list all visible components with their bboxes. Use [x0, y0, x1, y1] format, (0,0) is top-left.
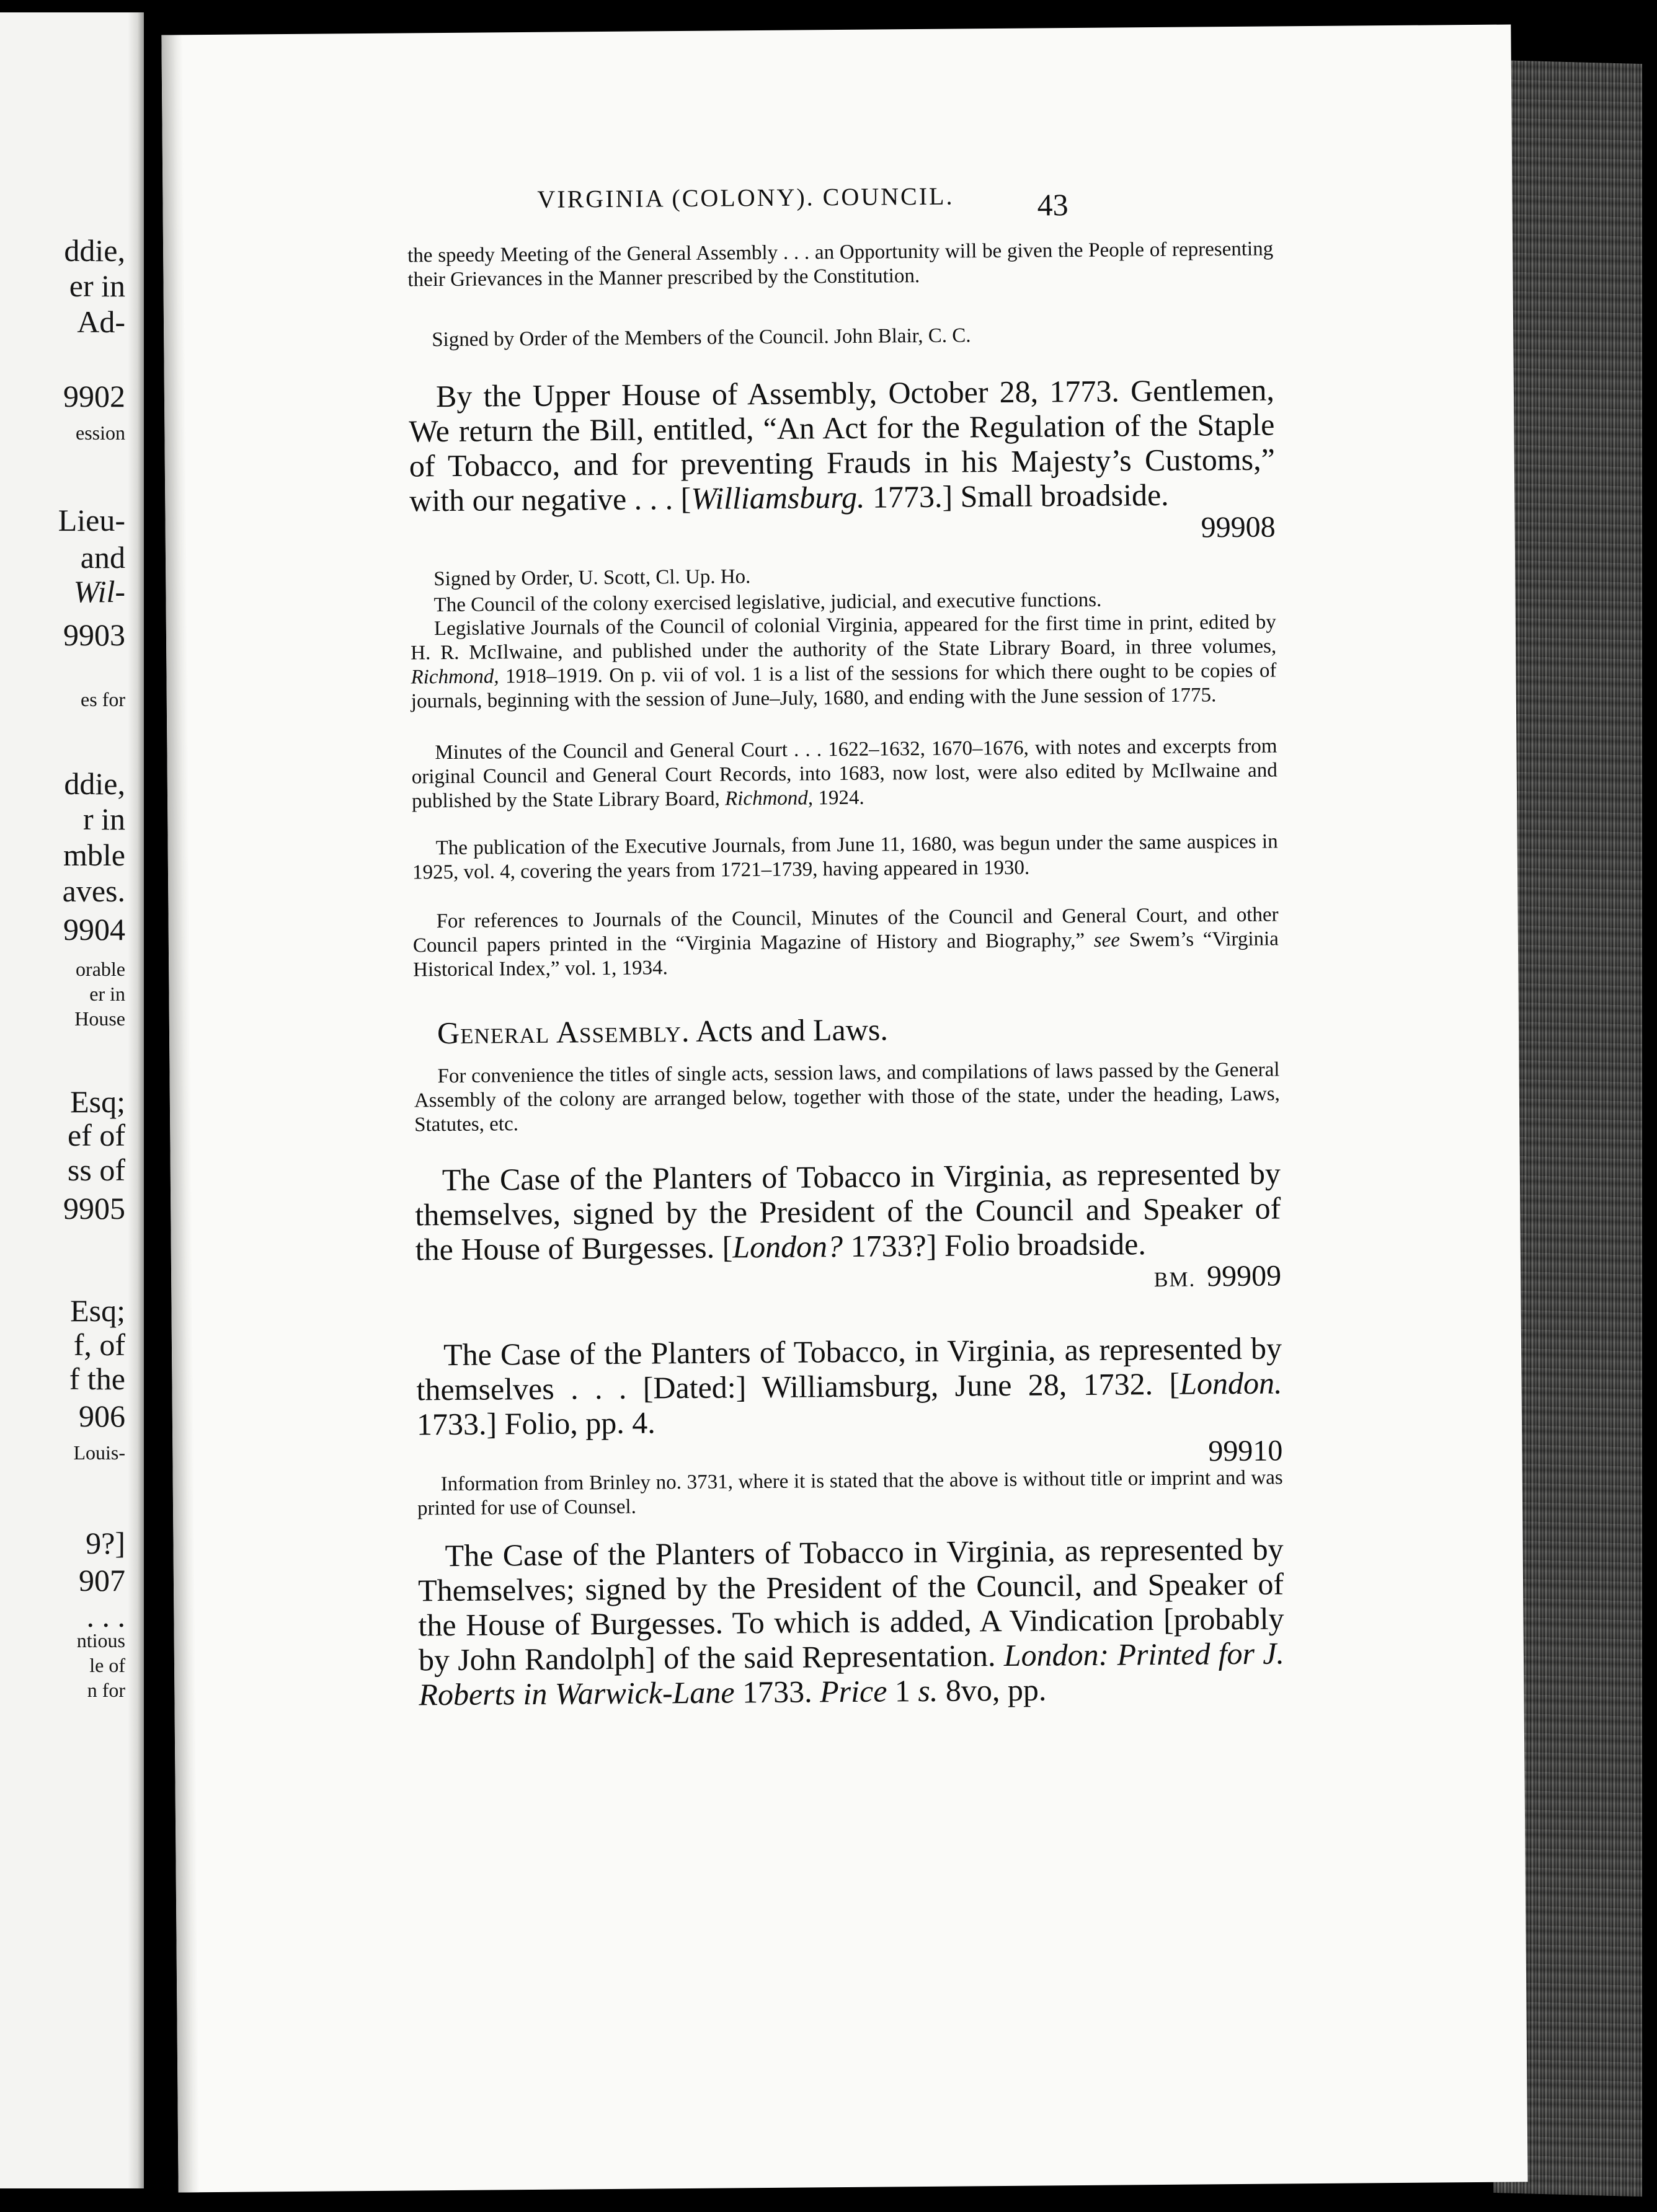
left-page-fragment: ss of	[67, 1152, 125, 1187]
heading-small-caps: General Assembly.	[437, 1013, 690, 1051]
running-head: VIRGINIA (COLONY). COUNCIL.	[537, 182, 954, 213]
left-facing-page	[0, 12, 144, 2188]
left-page-fragment: ddie,	[64, 766, 125, 801]
entry-number-99909	[415, 1260, 1281, 1302]
note-minutes-text-end: 1924.	[812, 786, 864, 810]
note-journals-text: Legislative Journals of the Council of colonial Virginia, appeared for the first time in print, edited by H. R. McIlwaine, and published under the authority of the State Library Board, in three volumes,	[411, 611, 1277, 665]
entry-99908	[409, 373, 1276, 551]
entry-99908-imprint: 1773.] Small broadside.	[864, 477, 1169, 515]
left-page-fragment: ession	[76, 422, 125, 444]
entry-99910-title: The Case of the Planters of Tobacco, in Virginia, as represented by themselves . . . [Dated:] Williamsburg, June 28, 1732. [	[416, 1330, 1282, 1407]
entry-99911-price-label: Price	[819, 1673, 887, 1709]
entry-99909	[415, 1156, 1282, 1302]
section-heading-general-assembly	[437, 1008, 1303, 1051]
left-page-fragment: 9903	[63, 617, 125, 652]
note-journals-place: Richmond,	[411, 665, 499, 689]
page-number: 43	[1037, 187, 1068, 223]
entry-number-99909-value: 99909	[1206, 1259, 1282, 1293]
entry-number-99910: 99910	[1208, 1434, 1283, 1468]
left-page-fragment: Esq;	[70, 1293, 125, 1328]
left-page-fragment: aves.	[62, 874, 125, 908]
left-page-fragment: n for	[87, 1679, 125, 1701]
entry-99910-note: Information from Brinley no. 3731, where it is stated that the above is without title or imprint and was printed for use of Counsel.	[417, 1466, 1283, 1520]
entry-99909-place: London?	[732, 1229, 843, 1265]
note-references-text-end: Swem’s “Virginia Historical Index,” vol. 1, 1934.	[413, 927, 1279, 981]
left-page-fragment: 906	[79, 1399, 125, 1433]
left-page-fragment: and	[80, 540, 125, 575]
left-page-fragment: . . .	[86, 1599, 125, 1634]
entry-99910-place: London.	[1179, 1365, 1282, 1401]
left-page-fragment: 9904	[63, 912, 125, 947]
entry-99911-price-value: 1	[887, 1673, 918, 1709]
heading-subtitle: Acts and Laws.	[690, 1012, 889, 1048]
entry-99909-title: The Case of the Planters of Tobacco in Virginia, as represented by themselves, signed by the President of the Council and Speaker of the House of Burgesses. [	[415, 1156, 1281, 1267]
left-page-fragment: Ad-	[77, 304, 125, 339]
left-page-fragment: 9905	[63, 1191, 125, 1226]
entry-99910-imprint: 1733.] Folio, pp. 4.	[416, 1405, 655, 1442]
entry-99911	[417, 1531, 1284, 1712]
left-page-fragment: er in	[89, 983, 125, 1005]
left-page-fragment: ntious	[76, 1629, 125, 1652]
note-references-see: see	[1093, 929, 1121, 952]
left-page-fragment: Lieu-	[58, 503, 125, 538]
entry-99908-place: Williamsburg.	[691, 479, 865, 516]
left-page-fragment: ddie,	[64, 233, 125, 268]
left-page-fragment: er in	[69, 268, 125, 303]
left-page-fragment: r in	[82, 802, 125, 836]
note-legislative-journals	[411, 611, 1277, 714]
left-page-fragment: le of	[89, 1654, 125, 1676]
left-page-gutter-shadow	[128, 12, 144, 2188]
page-fold-shadow	[161, 35, 199, 2192]
location-code-bm: BM.	[1153, 1268, 1196, 1292]
note-executive-journals: The publication of the Executive Journals, from June 11, 1680, was begun under the same auspices in 1925, vol. 4, covering the years from 1721–1739, having appeared in 1930.	[412, 830, 1278, 884]
entry-99908-title: By the Upper House of Assembly, October 28, 1773. Gentlemen, We return the Bill, entitled, “An Act for the Regulation of the Staple of Tobacco, and for preventing Frauds in his Majesty’s Customs,” with our negative . . . [	[409, 372, 1276, 518]
note-convenience: For convenience the titles of single acts, session laws, and compilations of laws passed by the General Assembly of the colony are arranged below, together with those of the state, under the heading, Laws, Statutes, etc.	[414, 1058, 1280, 1136]
note-references	[412, 903, 1279, 982]
left-page-fragment: f the	[69, 1361, 125, 1396]
entry-99911-shilling: s.	[918, 1673, 938, 1709]
note-minutes-place: Richmond,	[724, 787, 814, 810]
note-minutes	[411, 735, 1277, 814]
left-page-fragment: es for	[81, 688, 125, 710]
note-journals-text-end: 1918–1919. On p. vii of vol. 1 is a list of the sessions for which there ought to be copies of journals, beginning with the session of June–July, 1680, and ending with the June session of 1775.	[411, 659, 1277, 713]
note-minutes-text: Minutes of the Council and General Court . . . 1622–1632, 1670–1676, with notes and excerpts from original Council and General Court Records, into 1683, now lost, were also edited by McIlwaine and published by the State Library Board,	[411, 735, 1277, 813]
left-page-fragment: f, of	[73, 1327, 125, 1362]
signed-blair: Signed by Order of the Members of the Council. John Blair, C. C.	[432, 324, 971, 352]
left-page-fragment: House	[74, 1007, 125, 1030]
left-page-fragment: mble	[63, 838, 125, 872]
main-page	[161, 25, 1527, 2193]
entry-99911-title: The Case of the Planters of Tobacco in Virginia, as represented by Themselves; signed by the President of the Council, and Speaker of the House of Burgesses. To which is added, A Vindication [probably by John Randolph] of the said Representation.	[417, 1531, 1284, 1678]
entry-99908-signed: Signed by Order, U. Scott, Cl. Up. Ho.	[433, 565, 751, 591]
left-page-fragment: 9902	[63, 379, 125, 414]
entry-number-99908: 99908	[1201, 510, 1276, 544]
left-page-fragment: orable	[76, 958, 125, 980]
entry-99910	[416, 1330, 1283, 1474]
entry-99911-format: 8vo, pp.	[938, 1672, 1047, 1708]
left-page-fragment: Louis-	[73, 1441, 125, 1464]
entry-99911-imprint: London: Printed for J. Roberts in Warwick-Lane	[419, 1635, 1285, 1712]
continuation-paragraph: the speedy Meeting of the General Assembly . . . an Opportunity will be given the People of representing their Grievances in the Manner prescribed by the Constitution.	[407, 237, 1274, 291]
entry-99909-imprint: 1733?] Folio broadside.	[842, 1226, 1147, 1264]
left-page-fragment: Wil-	[73, 574, 125, 609]
left-page-fragment: 9?]	[86, 1526, 125, 1560]
left-page-fragment: 907	[79, 1563, 125, 1598]
entry-99911-year: 1733.	[734, 1674, 820, 1710]
note-council-functions: The Council of the colony exercised legislative, judicial, and executive functions.	[433, 588, 1102, 617]
note-references-text: For references to Journals of the Council, Minutes of the Council and General Court, and other Council papers printed in the “Virginia Magazine of History and Biography,”	[412, 903, 1279, 957]
left-page-fragment: Esq;	[70, 1084, 125, 1119]
left-page-fragment: ef of	[68, 1118, 125, 1152]
